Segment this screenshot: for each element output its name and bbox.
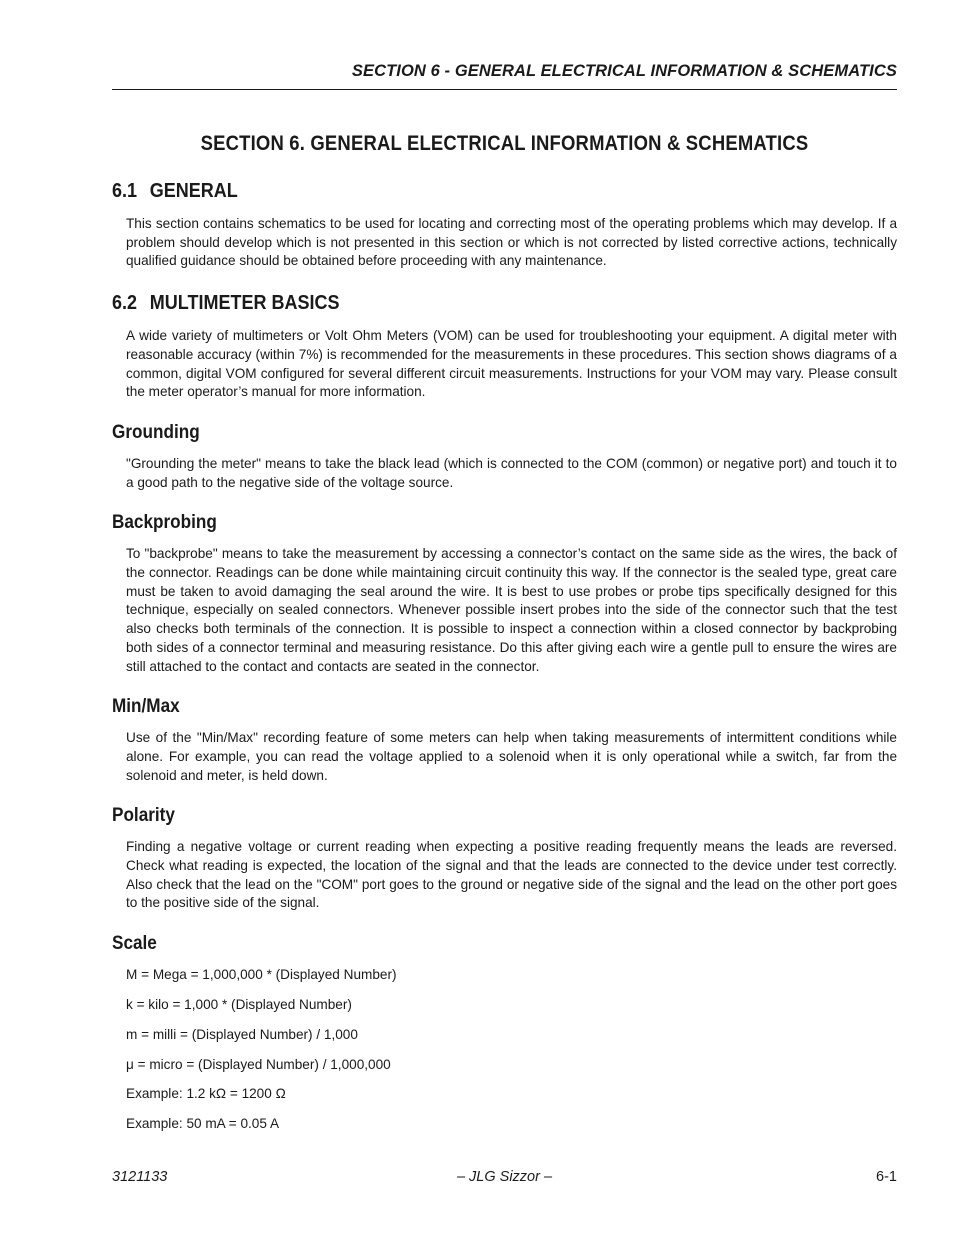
- page-content: [112, 180, 897, 1145]
- polarity-paragraph: Finding a negative voltage or current reading when expecting a positive reading frequently means the leads are reversed. Check what reading is expected, the location of the signal and that the leads are connected to the device under test correctly. Also check that the lead on the "COM" port goes to the ground or negative side of the signal and the lead on the other port goes to the positive side of the signal.: [126, 839, 897, 911]
- header-divider: [112, 89, 897, 90]
- scale-line-mega: M = Mega = 1,000,000 * (Displayed Number): [126, 967, 397, 983]
- scale-line-micro: μ = micro = (Displayed Number) / 1,000,000: [126, 1056, 391, 1072]
- section-heading-general: [112, 180, 819, 203]
- scale-example-milliamp: Example: 50 mA = 0.05 A: [126, 1116, 280, 1132]
- section-title: GENERAL: [149, 180, 238, 202]
- page-number: 6-1: [876, 1169, 897, 1185]
- scale-list: [112, 966, 897, 1145]
- scale-line-kilo: k = kilo = 1,000 * (Displayed Number): [126, 996, 352, 1012]
- multimeter-basics-paragraph: A wide variety of multimeters or Volt Ohm Meters (VOM) can be used for troubleshooting your equipment. A digital meter with reasonable accuracy (within 7%) is recommended for the measurements in these procedures. This section shows diagrams of a common, digital VOM configured for several different circuit measurements. Instructions for your VOM may vary. Please consult the meter operator’s manual for more information.: [126, 328, 897, 400]
- minmax-paragraph: Use of the "Min/Max" recording feature of some meters can help when taking measurements of intermittent conditions while alone. For example, you can read the voltage applied to a solenoid when it is only operational while a switch, far from the solenoid and meter, is held down.: [126, 730, 897, 783]
- section-heading-multimeter-basics: [112, 292, 819, 315]
- subsection-heading-backprobing: Backprobing: [112, 511, 217, 534]
- section-number: 6.1: [112, 180, 138, 202]
- grounding-paragraph: "Grounding the meter" means to take the black lead (which is connected to the COM (common) or negative port) and touch it to a good path to the negative side of the voltage source.: [126, 455, 897, 490]
- subsection-heading-grounding: Grounding: [112, 420, 200, 443]
- subsection-heading-polarity: Polarity: [112, 804, 175, 827]
- general-paragraph: This section contains schematics to be used for locating and correcting most of the operating problems which may develop. If a problem should develop which is not presented in this section or which is not corrected by listed corrective actions, technically qualified guidance should be obtained before proceeding with any maintenance.: [126, 216, 897, 269]
- running-header: SECTION 6 - GENERAL ELECTRICAL INFORMATION & SCHEMATICS: [351, 62, 897, 80]
- product-name: – JLG Sizzor –: [456, 1169, 553, 1185]
- backprobing-paragraph: To "backprobe" means to take the measurement by accessing a connector’s contact on the same side as the wires, the back of the connector. Readings can be done while maintaining circuit continuity this way. If the connector is the sealed type, great care must be taken to avoid damaging the seal around the wire. It is best to use probes or probe tips specifically designed for this technique, especially on sealed connectors. Whenever possible insert probes into the side of the connector such that the test also checks both terminals of the connection. It is possible to inspect a connection within a closed connector by backprobing both sides of a connector terminal and measuring resistance. Do this after giving each wire a gentle pull to ensure the wires are still attached to the contact and contacts are seated in the connector.: [126, 546, 897, 674]
- scale-line-milli: m = milli = (Displayed Number) / 1,000: [126, 1026, 358, 1042]
- document-number: 3121133: [112, 1169, 168, 1185]
- subsection-heading-minmax: Min/Max: [112, 695, 180, 718]
- section-title: MULTIMETER BASICS: [149, 292, 340, 315]
- section-number: 6.2: [112, 292, 138, 315]
- page-title: SECTION 6. GENERAL ELECTRICAL INFORMATION & SCHEMATICS: [200, 132, 809, 155]
- subsection-heading-scale: Scale: [112, 932, 157, 955]
- scale-example-kilohm: Example: 1.2 kΩ = 1200 Ω: [126, 1086, 286, 1102]
